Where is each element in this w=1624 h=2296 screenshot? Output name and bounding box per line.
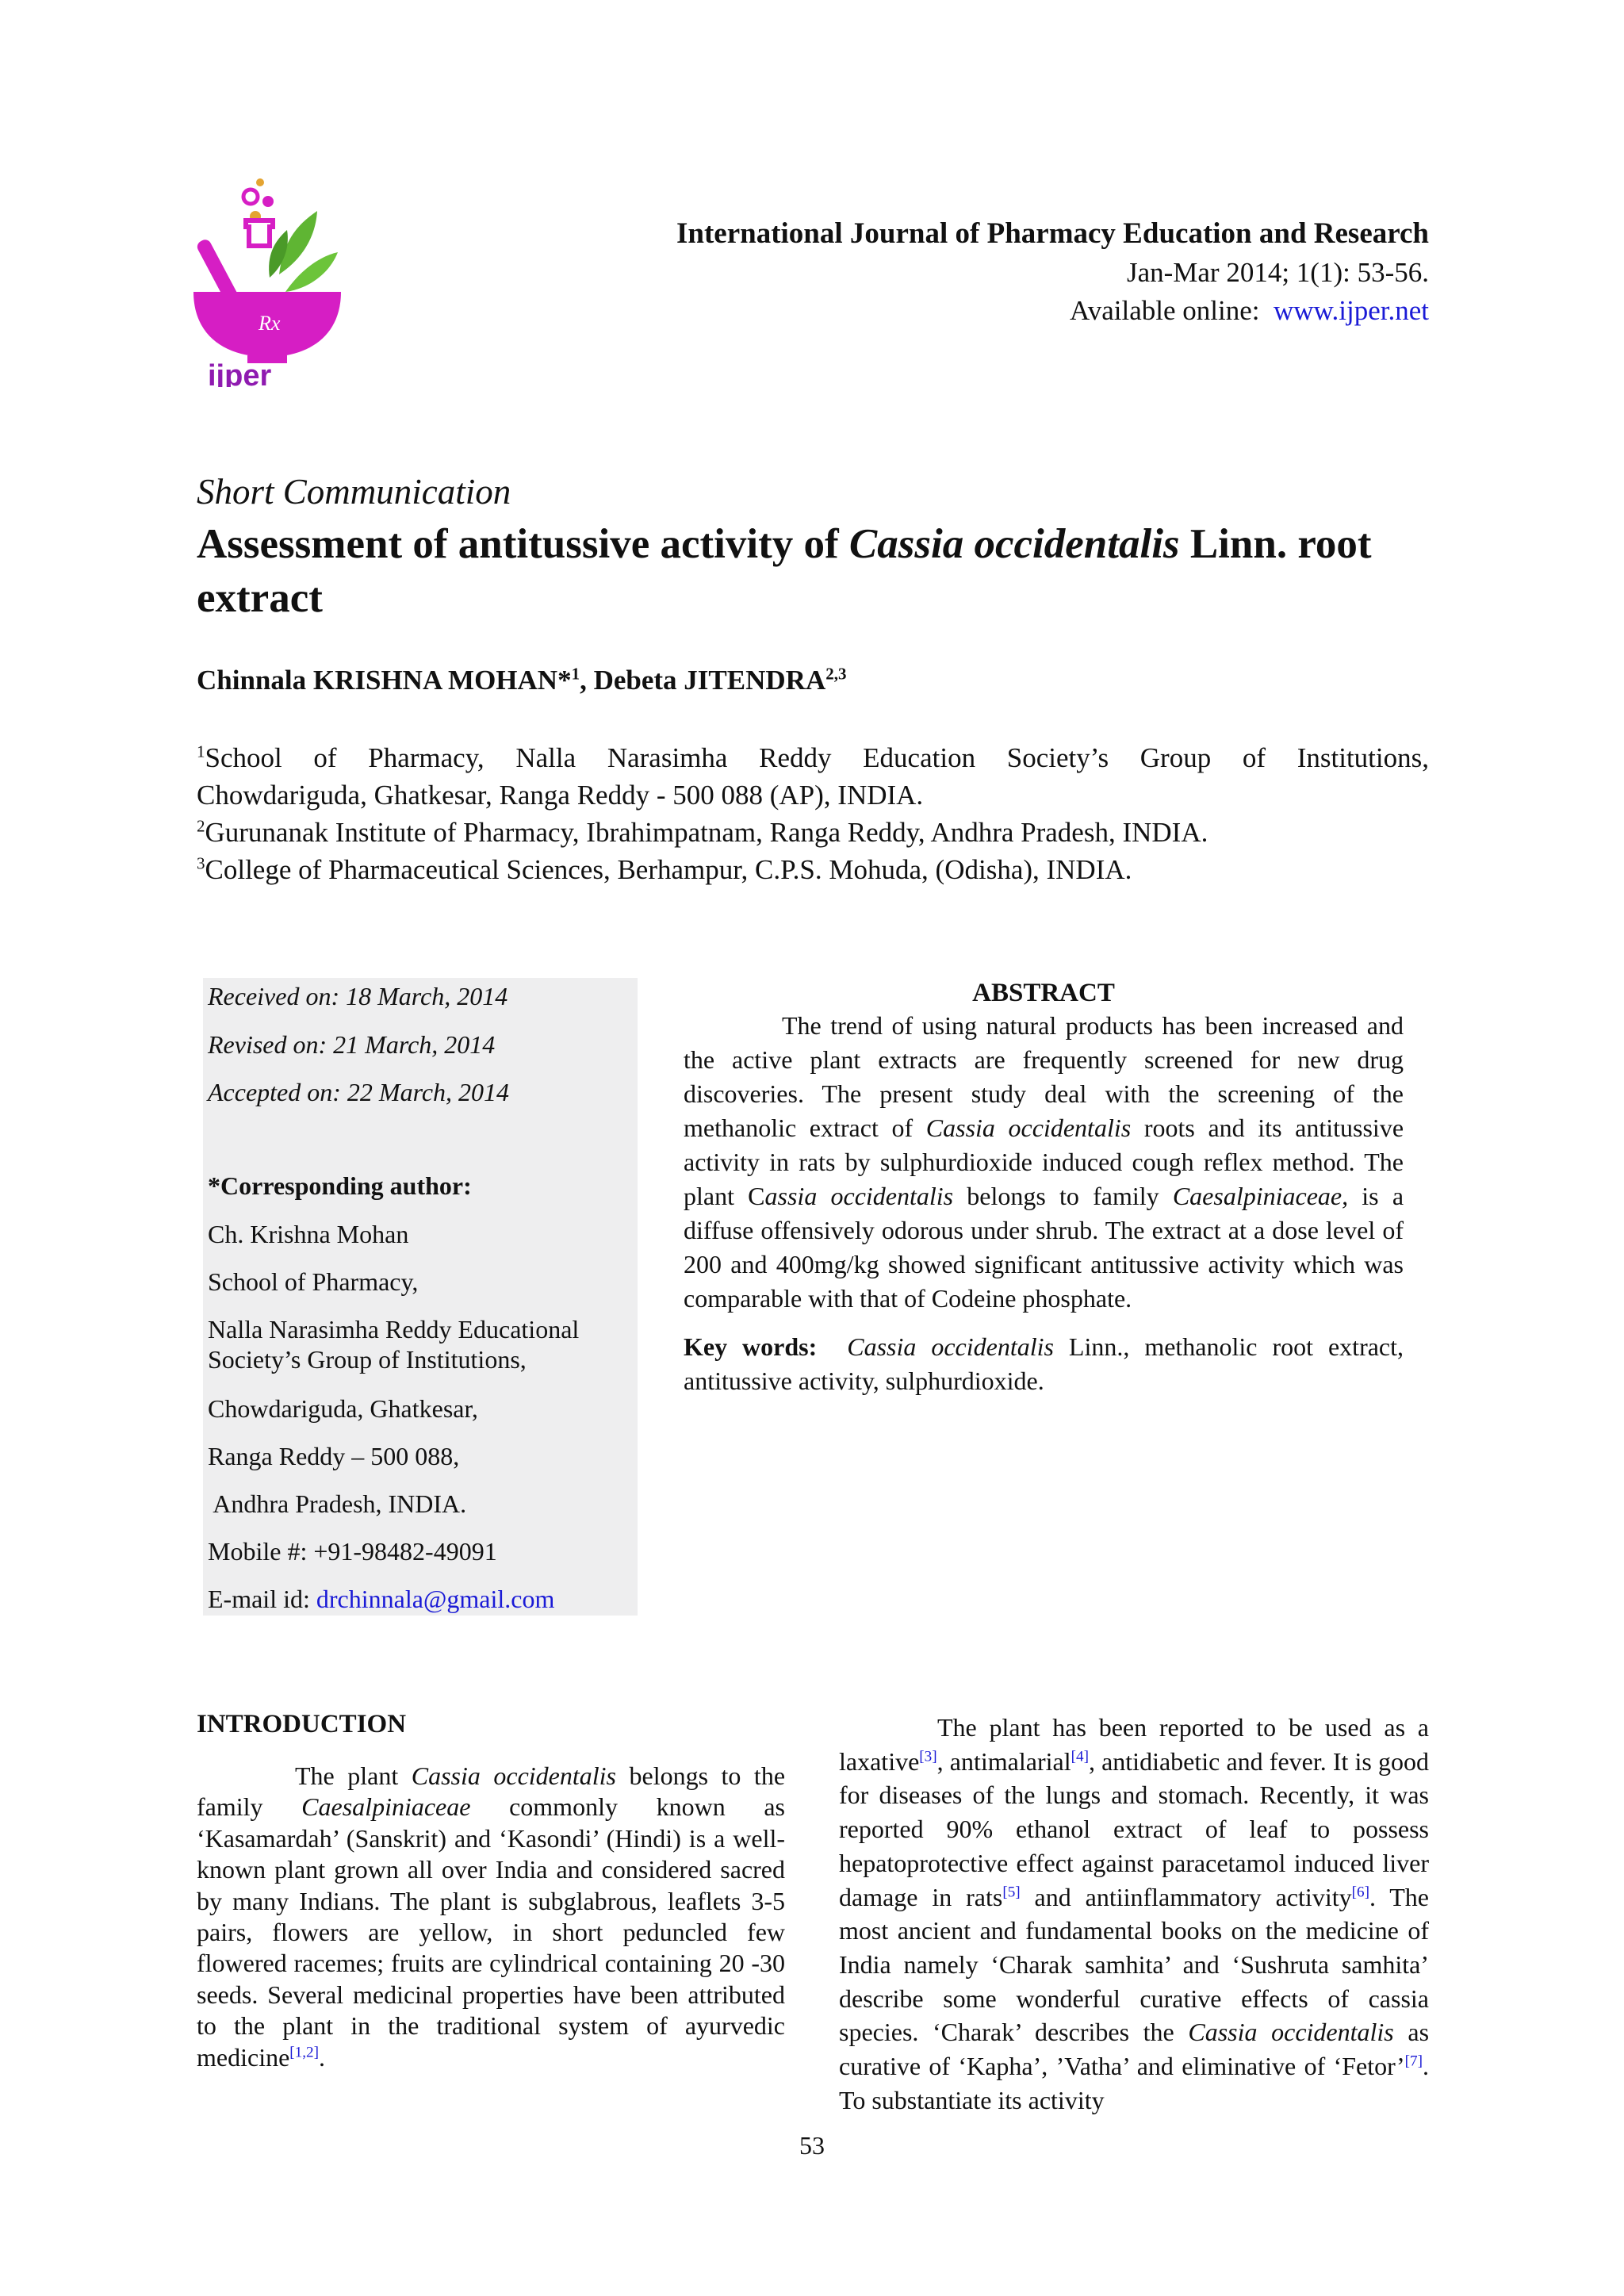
affiliations — [197, 739, 1429, 888]
affiliation — [197, 814, 1429, 851]
mortar-pestle-icon — [190, 173, 349, 387]
family-name: Caesalpiniaceae, — [1172, 1182, 1349, 1210]
journal-logo — [190, 173, 349, 387]
affil-sup: 2 — [197, 816, 205, 836]
citation-link[interactable]: [5] — [1002, 1883, 1021, 1900]
text: The trend of using natural products has been increased and the active plant extracts are frequently screened for new drug discoveries. The present study deal with the screening of the methanolic extract of — [684, 1011, 1404, 1142]
title-text: Assessment of antitussive activity of — [197, 521, 849, 567]
citation-link[interactable]: [6] — [1351, 1883, 1369, 1900]
author-name: Debeta JITENDRA — [593, 665, 826, 696]
citation-link[interactable]: [7] — [1404, 2053, 1423, 2070]
text: The plant — [295, 1761, 412, 1790]
abstract — [684, 977, 1404, 1398]
affil-text: College of Pharmaceutical Sciences, Berhampur, C.P.S. Mohuda, (Odisha), INDIA. — [205, 854, 1132, 885]
author-list — [197, 665, 846, 696]
author-email — [208, 1584, 628, 1614]
species-name: Cassia occidentalis — [925, 1114, 1132, 1142]
keywords-label: Key words: — [684, 1332, 818, 1361]
author-name: Chinnala KRISHNA MOHAN* — [197, 665, 572, 696]
revised-date: Revised on: 21 March, 2014 — [208, 1030, 496, 1059]
species-name: assia occidentalis — [764, 1182, 954, 1210]
accepted-date: Accepted on: 22 March, 2014 — [208, 1078, 510, 1106]
text: as curative of ‘Kapha’, ’Vatha’ and eliminative of ‘Fetor’ — [839, 2018, 1430, 2081]
available-label: Available online: — [1070, 295, 1260, 326]
text: belongs to family — [953, 1182, 1173, 1210]
author-affil-sup: 1 — [571, 664, 580, 684]
affiliation — [197, 739, 1429, 776]
logo-text: ijper — [208, 359, 272, 387]
citation-link[interactable]: [1,2] — [289, 2044, 320, 2060]
email-label: E-mail id: — [208, 1585, 316, 1613]
affil-sup: 3 — [197, 853, 205, 873]
citation-link[interactable]: [4] — [1071, 1748, 1089, 1765]
text: commonly known as ‘Kasamardah’ (Sanskrit) and ‘Kasondi’ (Hindi) is a well-known plant grown all over India and considered sacred by many Indians. The plant is subglabrous, leaflets 3-5 pairs, flowers are yellow, in short peduncled few flowered racemes; fruits are cylindrical containing 20 -30 seeds. Several medicinal properties have been attributed to the plant in the traditional system of ayurvedic medicine — [197, 1792, 786, 2072]
affiliation-cont: Chowdariguda, Ghatkesar, Ranga Reddy - 500 088 (AP), INDIA. — [197, 780, 924, 811]
paper-title — [197, 517, 1434, 625]
author-school: School of Pharmacy, — [208, 1267, 419, 1296]
journal-issue: Jan-Mar 2014; 1(1): 53-56. — [1126, 257, 1429, 288]
title-species: Cassia occidentalis — [848, 521, 1180, 567]
author-district: Ranga Reddy – 500 088, — [208, 1442, 460, 1470]
author-affil-sup: 2,3 — [825, 664, 847, 684]
author-institution-cont: Society’s Group of Institutions, — [208, 1345, 527, 1374]
affil-text: Gurunanak Institute of Pharmacy, Ibrahimpatnam, Ranga Reddy, Andhra Pradesh, INDIA. — [205, 817, 1208, 848]
abstract-text — [684, 1009, 1404, 1316]
journal-url-link[interactable]: www.ijper.net — [1273, 295, 1429, 326]
availability — [477, 292, 1429, 330]
journal-title: International Journal of Pharmacy Education and Research — [676, 217, 1429, 250]
journal-header — [477, 214, 1429, 330]
text: . To substantiate its activity — [839, 2052, 1429, 2114]
abstract-heading: ABSTRACT — [972, 979, 1115, 1007]
citation-link[interactable]: [3] — [919, 1748, 937, 1765]
keywords — [684, 1330, 1404, 1398]
corresponding-author-label: *Corresponding author: — [208, 1171, 472, 1200]
keywords-text: Linn., methanolic root extract, antitussive activity, sulphurdioxide. — [684, 1332, 1404, 1395]
introduction-heading: INTRODUCTION — [197, 1710, 407, 1738]
text: and antiinflammatory activity — [1020, 1882, 1352, 1911]
family-name: Caesalpiniaceae — [301, 1792, 471, 1822]
title-text-end: Linn. root extract — [197, 521, 1372, 621]
author-separator: , — [580, 665, 594, 696]
author-name: Ch. Krishna Mohan — [208, 1220, 409, 1248]
affil-sup: 1 — [197, 742, 205, 761]
text: roots and its antitussive activity in rats by sulphurdioxide induced cough reflex method. The plant C — [684, 1114, 1404, 1210]
author-mobile: Mobile #: +91-98482-49091 — [208, 1537, 497, 1566]
text: is a diffuse offensively odorous under shrub. The extract at a dose level of 200 and 400mg/kg showed significant antitussive activity which was comparable with that of Codeine phosphate. — [684, 1182, 1404, 1313]
author-place: Chowdariguda, Ghatkesar, — [208, 1394, 478, 1423]
species-name: Cassia occidentalis — [847, 1332, 1054, 1361]
email-link[interactable]: drchinnala@gmail.com — [316, 1585, 555, 1613]
text: The plant has been reported to be used as a laxative — [839, 1713, 1429, 1776]
species-name: Cassia occidentalis — [411, 1761, 616, 1790]
author-state: Andhra Pradesh, INDIA. — [208, 1489, 467, 1518]
article-info-box — [203, 978, 638, 1616]
received-date: Received on: 18 March, 2014 — [208, 982, 508, 1010]
right-column-text — [839, 1711, 1429, 2117]
text: . The most ancient and fundamental books on the medicine of India namely ‘Charak samhita’ and ‘Sushruta samhita’ describe some wonderful curative effects of cassia species. ‘Charak’ describes the — [839, 1882, 1429, 2047]
paragraph — [839, 1711, 1429, 2117]
affiliation — [197, 851, 1429, 888]
page-number: 53 — [799, 2131, 825, 2160]
author-institution: Nalla Narasimha Reddy Educational — [208, 1315, 580, 1343]
introduction-text — [197, 1761, 785, 2073]
article-type: Short Communication — [197, 472, 511, 512]
text: , antidiabetic and fever. It is good for diseases of the lungs and stomach. Recently, it was reported 90% ethanol extract of leaf to possess hepatoprotective effect against paracetamol induced liver damage in rats — [839, 1746, 1430, 1911]
text: , antimalarial — [936, 1746, 1071, 1776]
affil-text: School of Pharmacy, Nalla Narasimha Reddy Education Society’s Group of Institutions, — [205, 742, 1429, 773]
rx-symbol: Rx — [259, 312, 281, 335]
paragraph — [197, 1761, 785, 2073]
text: belongs to the family — [197, 1761, 786, 1822]
text: . — [319, 2042, 326, 2072]
species-name: Cassia occidentalis — [1188, 2018, 1394, 2047]
